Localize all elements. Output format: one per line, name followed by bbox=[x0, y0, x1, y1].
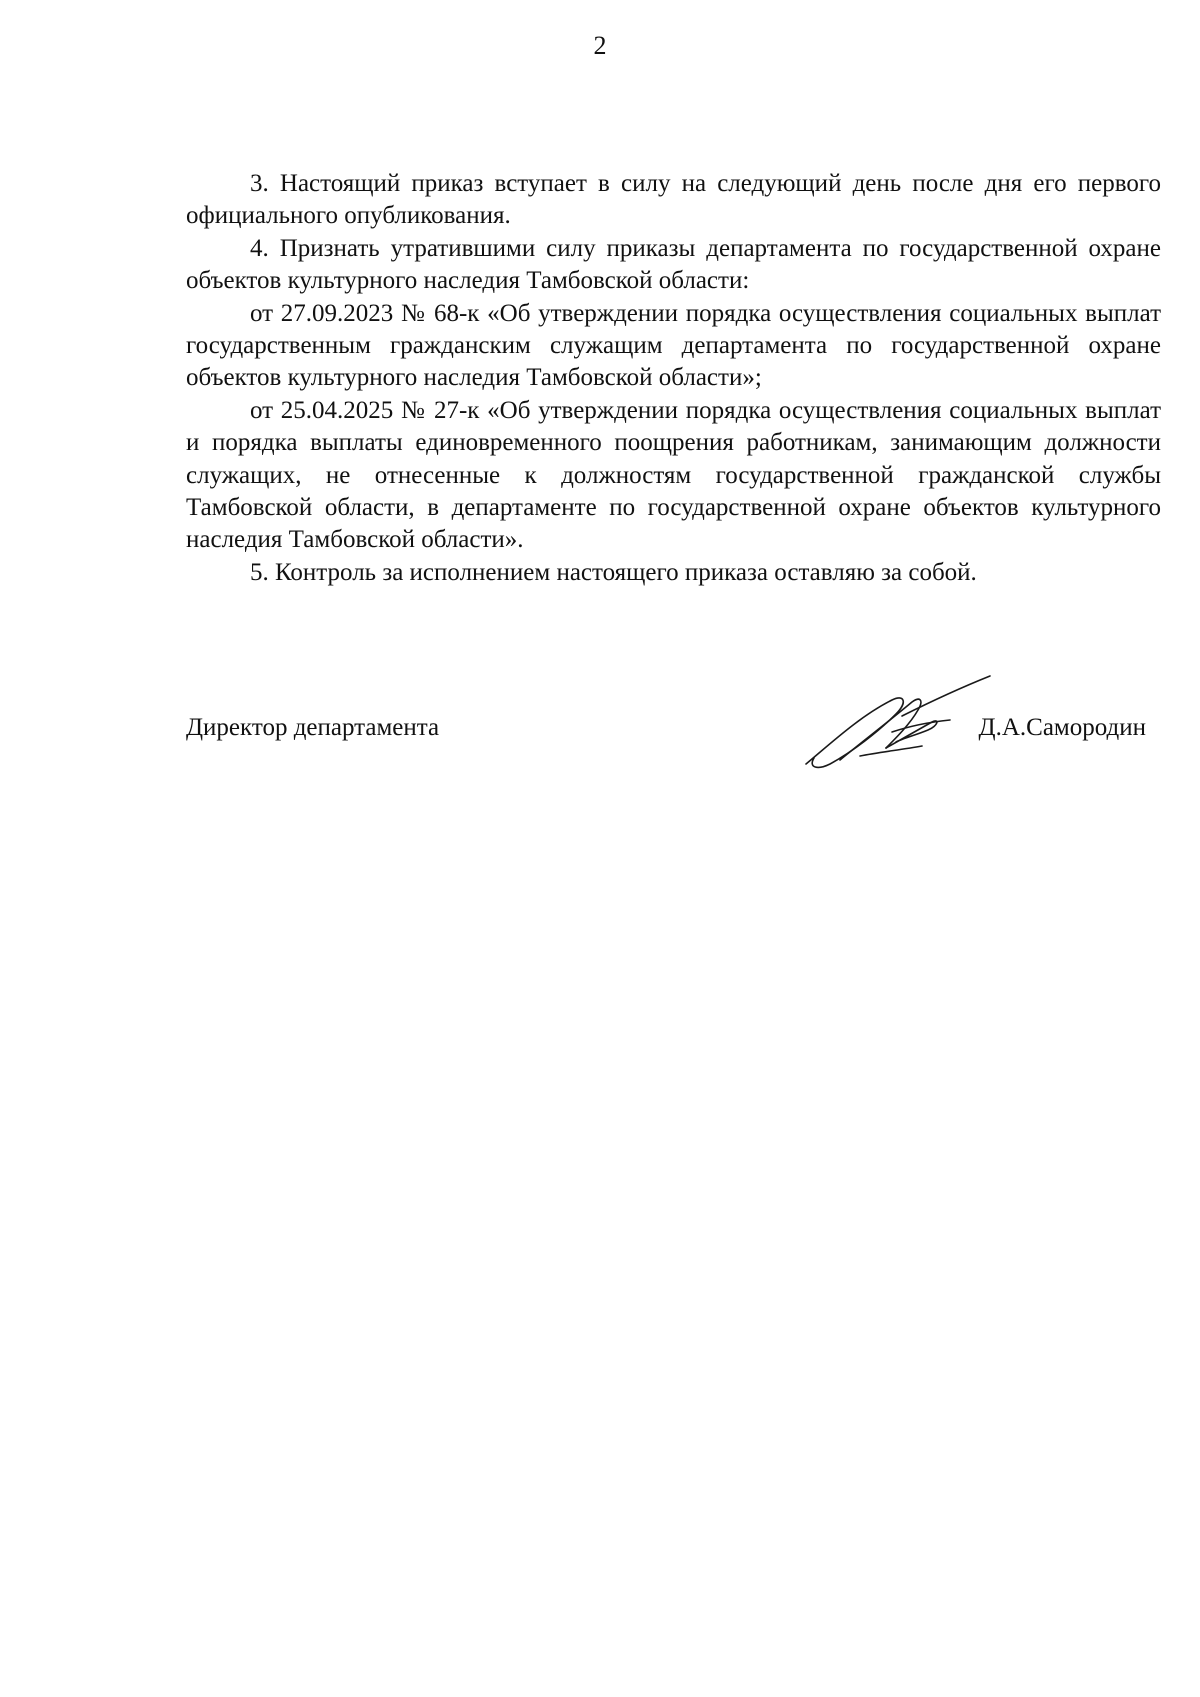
page-number: 2 bbox=[593, 31, 607, 60]
document-body bbox=[186, 168, 1161, 589]
signature-block bbox=[186, 710, 1146, 750]
paragraph-4-repeal: 4. Признать утратившими силу приказы департамента по государственной охране объектов культурного наследия Тамбовской области: bbox=[186, 234, 1161, 295]
paragraph-5-control: 5. Контроль за исполнением настоящего приказа оставляю за собой. bbox=[250, 558, 977, 586]
handwritten-signature-icon bbox=[800, 672, 1000, 772]
repealed-order-68-k: от 27.09.2023 № 68-к «Об утверждении порядка осуществления социальных выплат государственным гражданским служащим департамента по государственной охране объектов культурного наследия Тамбовской области»; bbox=[186, 299, 1161, 392]
repealed-order-27-k: от 25.04.2025 № 27-к «Об утверждении порядка осуществления социальных выплат и порядка выплаты единовременного поощрения работникам, занимающим должности служащих, не отнесенные к должностям государственной гражданской службы Тамбовской области, в департаменте по государственной охране объектов культурного наследия Тамбовской области». bbox=[186, 396, 1161, 554]
paragraph-3-effective-date: 3. Настоящий приказ вступает в силу на следующий день после дня его первого официального опубликования. bbox=[186, 170, 1161, 230]
signatory-title: Директор департамента bbox=[186, 714, 440, 741]
signatory-name: Д.А.Самородин bbox=[978, 714, 1146, 741]
